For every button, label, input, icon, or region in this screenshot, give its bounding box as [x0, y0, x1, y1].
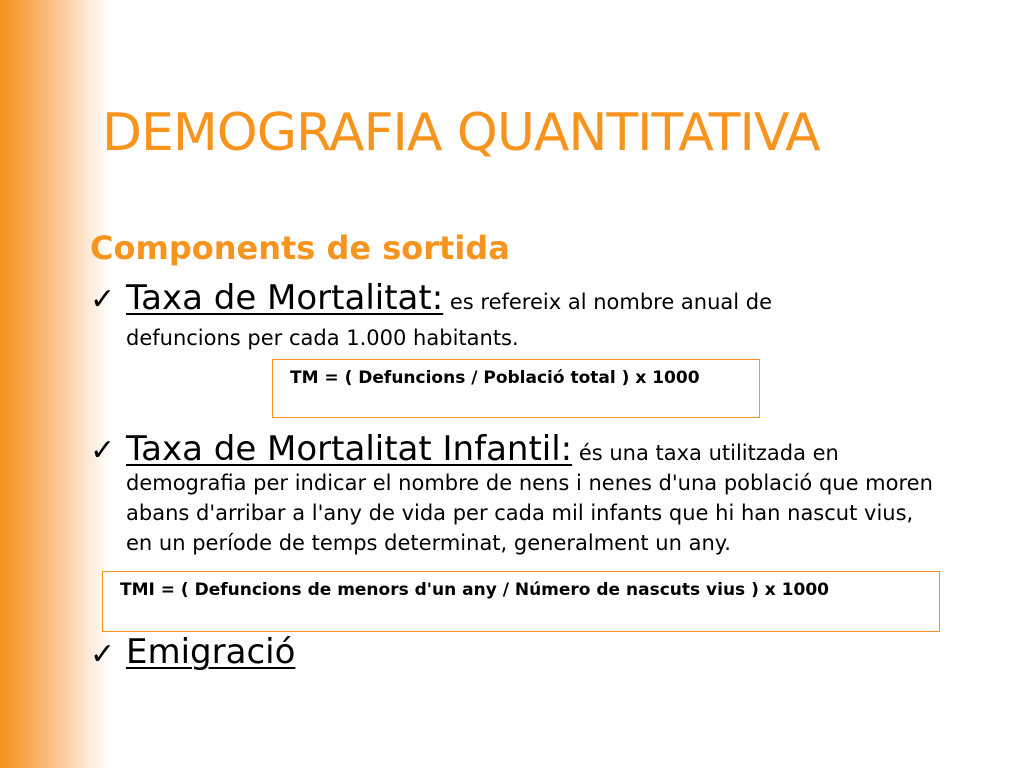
checkmark-icon: ✓ [90, 637, 116, 672]
checkmark-icon: ✓ [90, 282, 116, 317]
bullet-term: Emigració [126, 632, 296, 672]
slide-title: DEMOGRAFIA QUANTITATIVA [102, 103, 820, 163]
bullet-description: és una taxa utilitzada en demografia per indicar el nombre de nens i nenes d'una població que moren abans d'arribar a l'any de vida per cada mil infants que hi han nascut vius, en un període de temps determinat, generalment un any. [126, 441, 933, 555]
bullet-taxa-mortalitat-infantil [126, 430, 941, 559]
bullet-taxa-mortalitat [126, 280, 846, 358]
bullet-term: Taxa de Mortalitat: [126, 278, 444, 318]
section-heading: Components de sortida [90, 229, 510, 267]
bullet-term: Taxa de Mortalitat Infantil: [126, 429, 573, 469]
checkmark-icon: ✓ [90, 433, 116, 468]
formula-tmi: TMI = ( Defuncions de menors d'un any / Número de nascuts vius ) x 1000 [120, 580, 829, 600]
bullet-emigracio [126, 632, 295, 678]
bullet-description: es refereix al nombre anual de defuncions per cada 1.000 habitants. [126, 290, 773, 350]
formula-tm: TM = ( Defuncions / Població total ) x 1000 [290, 368, 700, 388]
